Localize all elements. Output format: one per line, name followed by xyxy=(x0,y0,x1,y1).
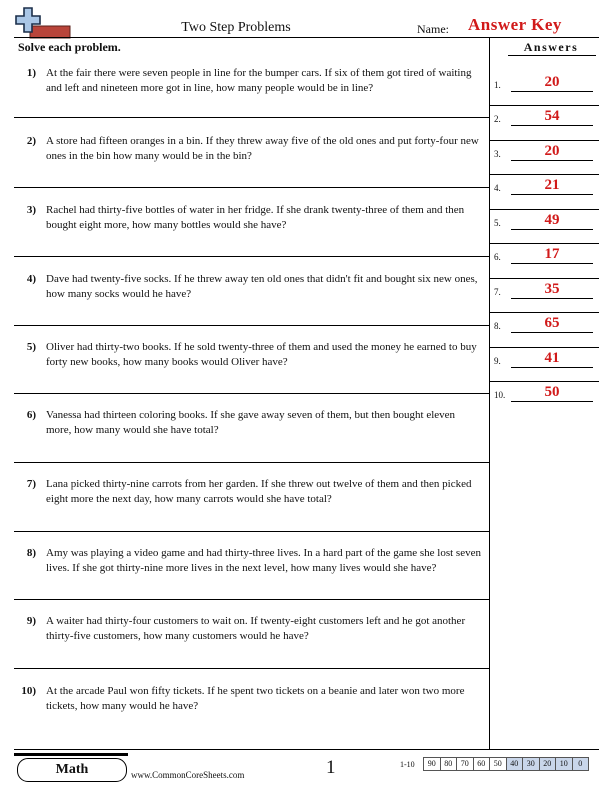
question-text: Oliver had thirty-two books. If he sold twenty-three of them and used the money he earned to buy forty new books, how many books would Oliver have? xyxy=(46,341,477,368)
answer-value: 54 xyxy=(544,108,560,124)
answer-item xyxy=(494,382,604,402)
question-number: 4) xyxy=(26,273,36,285)
question-text: A waiter had thirty-four customers to wait on. If twenty-eight customers left and he got another thirty-five customers, how many customers would he have? xyxy=(46,615,466,642)
worksheet-title: Two Step Problems xyxy=(181,20,291,35)
question-item xyxy=(16,684,482,714)
question-item xyxy=(16,134,482,164)
question-number: 3) xyxy=(26,204,36,216)
score-range-label: 1-10 xyxy=(400,760,415,769)
question-text: Rachel had thirty-five bottles of water in her fridge. If she drank twenty-three of them and then bought eight more, how many bottles would she have? xyxy=(46,204,465,231)
answer-number: 4. xyxy=(494,183,501,193)
score-cell: 10 xyxy=(555,757,573,771)
question-text: Dave had twenty-five socks. If he threw away ten old ones that didn't fit and bought six new ones, how many socks would he have? xyxy=(46,273,478,300)
answer-line xyxy=(511,125,593,126)
score-cell: 0 xyxy=(572,757,590,771)
answer-value: 49 xyxy=(544,212,560,228)
question-separator xyxy=(14,668,489,669)
answer-separator xyxy=(489,105,599,106)
question-separator xyxy=(14,256,489,257)
header-rule xyxy=(14,37,599,38)
question-number: 5) xyxy=(26,341,36,353)
answer-number: 9. xyxy=(494,356,501,366)
answer-item xyxy=(494,72,604,92)
answer-line xyxy=(511,263,593,264)
answer-line xyxy=(511,367,593,368)
question-number: 6) xyxy=(26,409,36,421)
answer-value: 50 xyxy=(544,384,560,400)
question-number: 8) xyxy=(26,547,36,559)
answer-number: 2. xyxy=(494,114,501,124)
question-item xyxy=(16,272,482,302)
answer-value: 21 xyxy=(544,177,560,193)
answer-line xyxy=(511,91,593,92)
answer-line xyxy=(511,160,593,161)
question-text: A store had fifteen oranges in a bin. If they threw away five of the old ones and put forty-four new ones in the bin how many would be in the bin? xyxy=(46,135,479,162)
question-item xyxy=(16,477,482,507)
answer-number: 10. xyxy=(494,390,506,400)
answer-value: 17 xyxy=(544,246,560,262)
score-cell: 30 xyxy=(522,757,540,771)
answer-separator xyxy=(489,140,599,141)
answer-value: 35 xyxy=(544,281,560,297)
answers-heading-underline xyxy=(508,55,596,56)
question-text: Amy was playing a video game and had thirty-three lives. In a hard part of the game she lost seven lives. If she got thirty-nine more lives in the next level, how many lives would she have? xyxy=(46,547,481,574)
answer-value: 65 xyxy=(544,315,560,331)
score-cell: 90 xyxy=(423,757,441,771)
question-separator xyxy=(14,531,489,532)
question-text: At the arcade Paul won fifty tickets. If he spent two tickets on a beanie and later won two more tickets, how many would he have? xyxy=(46,685,465,712)
question-number: 2) xyxy=(26,135,36,147)
answer-number: 1. xyxy=(494,80,501,90)
footer-rule xyxy=(14,749,599,750)
answer-separator xyxy=(489,278,599,279)
question-number: 10) xyxy=(21,685,36,697)
question-number: 9) xyxy=(26,615,36,627)
question-number: 7) xyxy=(26,478,36,490)
answer-separator xyxy=(489,381,599,382)
answer-item xyxy=(494,106,604,126)
answer-item xyxy=(494,313,604,333)
answers-heading: Answers xyxy=(523,40,579,54)
answer-item xyxy=(494,279,604,299)
answer-line xyxy=(511,229,593,230)
question-item xyxy=(16,340,482,370)
question-item xyxy=(16,66,482,96)
score-cell: 20 xyxy=(539,757,557,771)
score-table xyxy=(424,757,589,771)
score-cell: 80 xyxy=(440,757,458,771)
question-number: 1) xyxy=(26,67,36,79)
column-divider xyxy=(489,37,490,749)
instructions: Solve each problem. xyxy=(18,40,121,54)
subject-badge: Math xyxy=(17,758,127,782)
answer-line xyxy=(511,401,593,402)
answer-value: 20 xyxy=(544,143,560,159)
answer-number: 6. xyxy=(494,252,501,262)
answer-line xyxy=(511,332,593,333)
question-text: Lana picked thirty-nine carrots from her garden. If she threw out twelve of them and then picked eight more the next day, how many carrots would she have total? xyxy=(46,478,472,505)
name-label: Name: xyxy=(417,22,449,36)
answer-separator xyxy=(489,347,599,348)
answer-item xyxy=(494,141,604,161)
score-cell: 50 xyxy=(489,757,507,771)
question-item xyxy=(16,546,482,576)
page-number: 1 xyxy=(326,757,336,778)
question-separator xyxy=(14,393,489,394)
question-text: Vanessa had thirteen coloring books. If she gave away seven of them, but then bought eleven more, how many would she have total? xyxy=(46,409,456,436)
score-cell: 40 xyxy=(506,757,524,771)
score-cell: 60 xyxy=(473,757,491,771)
question-item xyxy=(16,203,482,233)
score-cell: 70 xyxy=(456,757,474,771)
answer-separator xyxy=(489,243,599,244)
question-separator xyxy=(14,117,489,118)
answer-item xyxy=(494,175,604,195)
answer-value: 41 xyxy=(544,350,560,366)
answer-key-label: Answer Key xyxy=(468,15,562,34)
answer-item xyxy=(494,210,604,230)
answer-value: 20 xyxy=(544,74,560,90)
answer-separator xyxy=(489,209,599,210)
question-separator xyxy=(14,325,489,326)
answer-line xyxy=(511,298,593,299)
question-separator xyxy=(14,599,489,600)
answer-item xyxy=(494,348,604,368)
answer-line xyxy=(511,194,593,195)
answer-item xyxy=(494,244,604,264)
answer-separator xyxy=(489,174,599,175)
answer-number: 5. xyxy=(494,218,501,228)
question-item xyxy=(16,408,482,438)
answer-number: 3. xyxy=(494,149,501,159)
question-separator xyxy=(14,187,489,188)
question-item xyxy=(16,614,482,644)
answer-number: 8. xyxy=(494,321,501,331)
answer-number: 7. xyxy=(494,287,501,297)
question-separator xyxy=(14,462,489,463)
question-text: At the fair there were seven people in line for the bumper cars. If six of them got tired of waiting and left and nineteen more got in line, how many people would be in line? xyxy=(46,67,472,94)
answer-separator xyxy=(489,312,599,313)
website-url: www.CommonCoreSheets.com xyxy=(131,770,245,780)
